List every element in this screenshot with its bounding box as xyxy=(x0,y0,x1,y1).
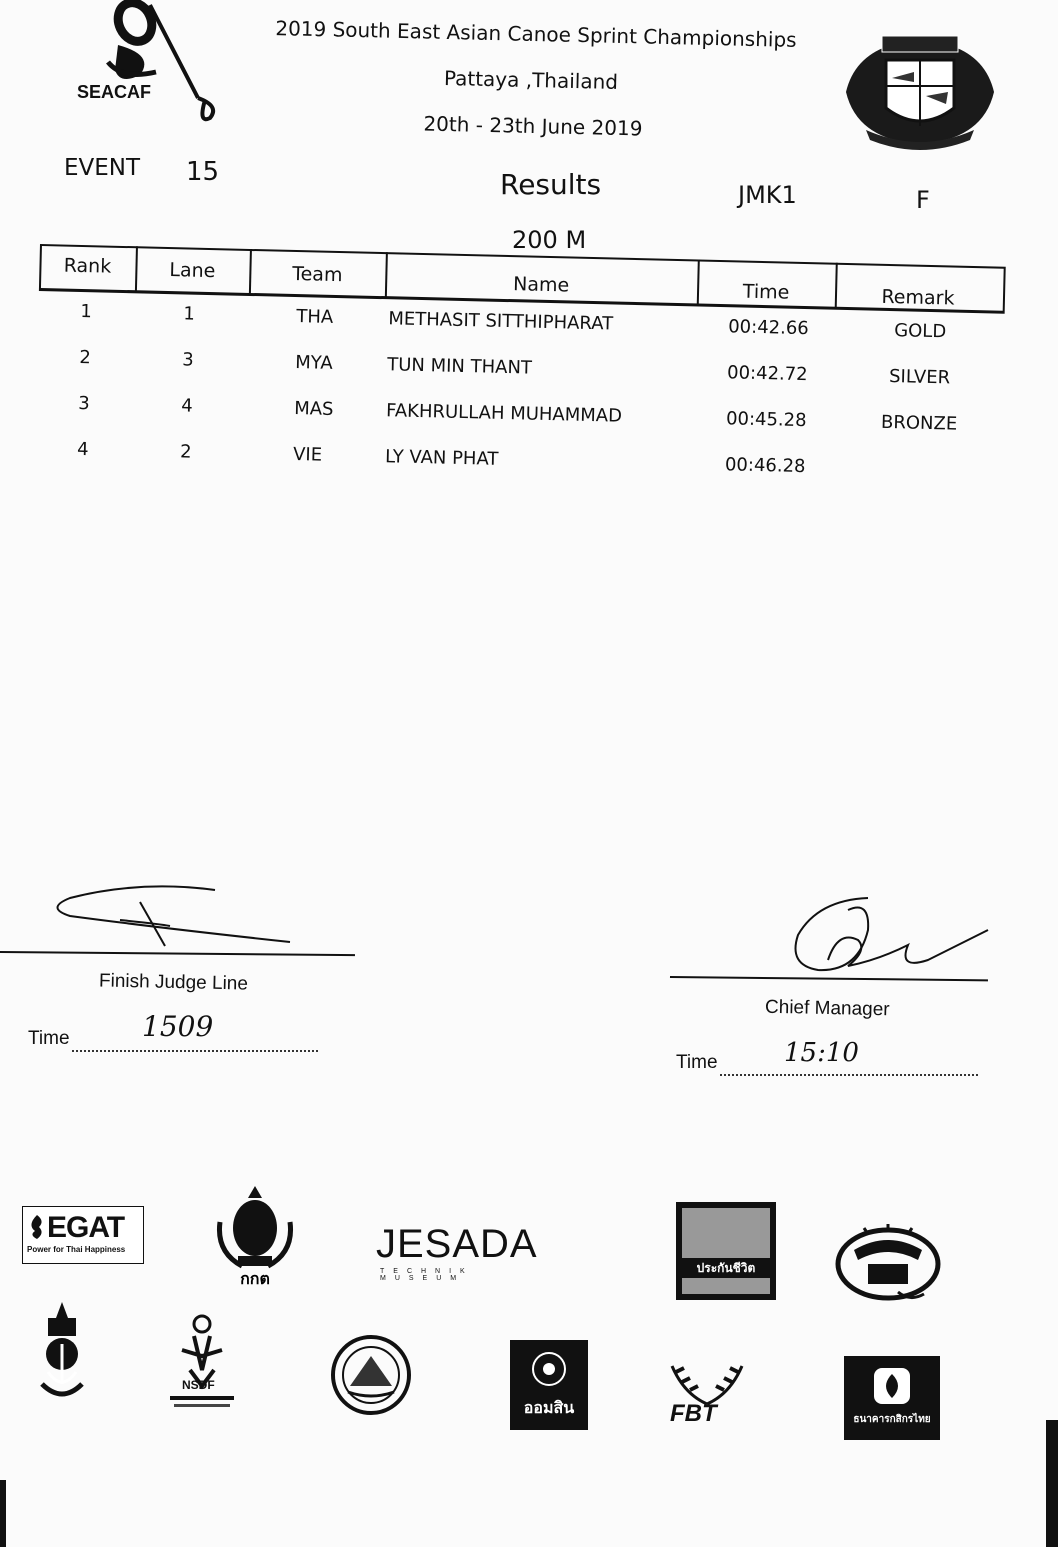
column-header-name: Name xyxy=(512,273,570,297)
column-header-team: Team xyxy=(291,262,343,287)
name-cell: FAKHRULLAH MUHAMMAD xyxy=(385,400,623,427)
round-seal-icon xyxy=(330,1334,412,1416)
time-cell: 00:42.66 xyxy=(727,316,809,340)
team-cell: THA xyxy=(296,306,334,328)
royal-crest-logo xyxy=(836,30,1004,156)
lane-cell: 4 xyxy=(180,395,193,417)
nsdf-logo xyxy=(164,1310,240,1414)
column-header-time: Time xyxy=(742,280,790,304)
location: Pattaya ,Thailand xyxy=(443,66,619,94)
torch-figure-icon xyxy=(164,1310,240,1414)
finish-judge-time-label: Time xyxy=(28,1028,70,1049)
crest-icon xyxy=(836,30,1004,156)
event-class: JMK1 xyxy=(738,181,797,209)
ministry-emblem-logo xyxy=(212,1182,298,1288)
scan-edge xyxy=(1046,1420,1058,1547)
jesada-tagline: TECHNIK MUSEUM xyxy=(380,1268,474,1282)
remark-cell: BRONZE xyxy=(880,411,958,435)
chief-manager-time-dots xyxy=(720,1074,978,1076)
name-cell: TUN MIN THANT xyxy=(387,354,533,379)
column-header-rank: Rank xyxy=(63,254,112,278)
rank-cell: 4 xyxy=(76,438,89,461)
finish-judge-signature xyxy=(40,880,300,950)
finish-judge-time-dots xyxy=(72,1050,318,1052)
gsb-logo-name: ออมสิน xyxy=(523,1398,575,1417)
egat-tagline: Power for Thai Happiness xyxy=(27,1245,126,1254)
nsdf-logo-name: NSDF xyxy=(182,1378,215,1392)
column-header-lane: Lane xyxy=(169,259,216,283)
dates: 20th - 23th June 2019 xyxy=(423,111,643,141)
team-cell: MAS xyxy=(293,398,334,420)
team-cell: MYA xyxy=(295,352,333,374)
lane-cell: 1 xyxy=(183,303,196,325)
seacaf-logo xyxy=(60,0,230,125)
lane-cell: 2 xyxy=(179,441,192,463)
rank-cell: 1 xyxy=(80,300,93,323)
scan-edge-left xyxy=(0,1480,6,1547)
svg-text:กกต: กกต xyxy=(240,1269,270,1288)
event-round: F xyxy=(916,186,930,214)
gsb-logo xyxy=(510,1340,588,1430)
finish-judge-time-value: 1509 xyxy=(142,1010,214,1043)
lane-cell: 3 xyxy=(182,349,195,371)
egat-logo xyxy=(22,1206,144,1264)
chief-manager-label: Chief Manager xyxy=(764,996,890,1021)
remark-cell: SILVER xyxy=(888,366,951,389)
name-cell: METHASIT SITTHIPHARAT xyxy=(388,308,614,335)
rank-cell: 3 xyxy=(78,392,90,415)
finish-judge-label: Finish Judge Line xyxy=(98,970,249,995)
jesada-logo-name: JESADA xyxy=(376,1222,538,1266)
navy-emblem-logo xyxy=(34,1300,90,1406)
results-label: Results xyxy=(500,168,602,201)
team-cell: VIE xyxy=(292,444,323,466)
egat-logo-name: EGAT xyxy=(47,1211,125,1244)
column-header-remark: Remark xyxy=(881,285,955,310)
event-number: 15 xyxy=(186,157,220,187)
anchor-crown-icon xyxy=(34,1300,90,1406)
kasikorn-logo-name: ธนาคารกสิกรไทย xyxy=(853,1414,931,1425)
fbt-logo-name: FBT xyxy=(670,1400,717,1427)
fbt-logo xyxy=(664,1360,750,1432)
farm-badge-icon xyxy=(834,1220,942,1306)
canoeist-icon xyxy=(60,0,230,125)
time-cell: 00:45.28 xyxy=(725,408,807,432)
seacaf-logo-text: SEACAF xyxy=(77,82,152,102)
chief-manager-time-label: Time xyxy=(676,1052,718,1073)
remark-cell: GOLD xyxy=(893,320,947,343)
kasikorn-leaf-icon xyxy=(872,1366,912,1406)
chief-manager-time-value: 15:10 xyxy=(784,1038,859,1068)
name-cell: LY VAN PHAT xyxy=(384,446,499,470)
event-distance: 200 M xyxy=(512,226,587,254)
results-table xyxy=(34,244,1010,527)
elephant-emblem-icon xyxy=(212,1182,298,1288)
time-cell: 00:46.28 xyxy=(724,454,806,478)
chief-manager-signature xyxy=(788,890,998,980)
gsb-emblem-icon xyxy=(530,1350,568,1388)
marine-dept-logo xyxy=(330,1334,412,1416)
thai-life-logo xyxy=(676,1202,776,1300)
rank-cell: 2 xyxy=(79,346,92,369)
championship-title: 2019 South East Asian Canoe Sprint Championships xyxy=(275,16,797,52)
egat-flame-icon xyxy=(27,1213,47,1241)
jesada-logo xyxy=(376,1222,548,1280)
time-cell: 00:42.72 xyxy=(726,362,808,386)
event-label: EVENT xyxy=(64,155,141,181)
finish-judge-line-rule xyxy=(0,951,355,956)
kasikorn-logo xyxy=(844,1356,940,1440)
farm-chokchai-logo xyxy=(834,1220,942,1306)
thai-life-logo-name: ประกันชีวิต xyxy=(682,1258,770,1278)
